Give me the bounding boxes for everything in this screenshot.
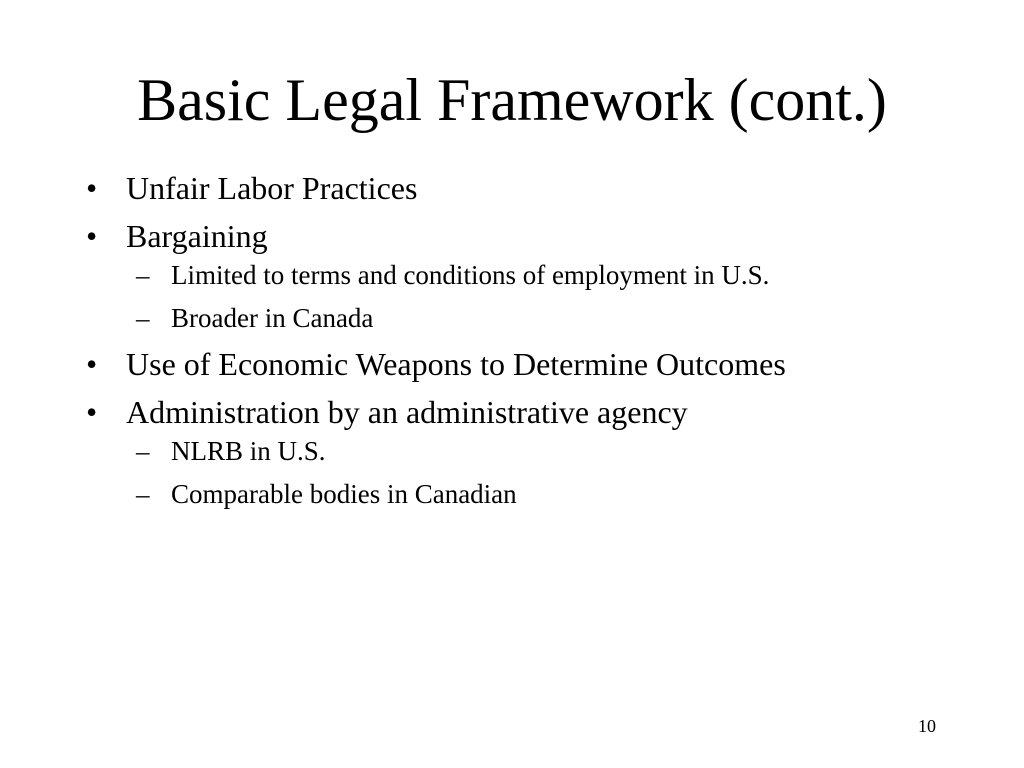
dash-marker: –	[136, 260, 150, 290]
slide-title: Basic Legal Framework (cont.)	[137, 67, 887, 133]
bullet-item	[86, 344, 966, 384]
sub-bullet-text: NLRB in U.S.	[171, 436, 326, 466]
sub-bullet-list	[126, 434, 966, 512]
sub-bullet-item	[126, 477, 966, 512]
bullet-text: Bargaining	[126, 218, 268, 254]
sub-bullet-text: Broader in Canada	[171, 303, 374, 333]
sub-bullet-item	[126, 434, 966, 469]
dash-marker: –	[136, 303, 150, 333]
sub-bullet-item	[126, 301, 966, 336]
bullet-item	[86, 216, 966, 336]
bullet-text: Use of Economic Weapons to Determine Outcomes	[126, 346, 786, 382]
bullet-item	[86, 392, 966, 512]
bullet-marker: •	[86, 170, 98, 206]
page-number: 10	[918, 716, 936, 736]
bullet-list	[86, 168, 966, 520]
bullet-marker: •	[86, 346, 98, 382]
bullet-item	[86, 168, 966, 208]
dash-marker: –	[136, 436, 150, 466]
bullet-marker: •	[86, 394, 98, 430]
sub-bullet-list	[126, 258, 966, 336]
bullet-text: Administration by an administrative agency	[126, 394, 688, 430]
bullet-marker: •	[86, 218, 98, 254]
sub-bullet-text: Limited to terms and conditions of employment in U.S.	[171, 260, 770, 290]
bullet-text: Unfair Labor Practices	[126, 170, 418, 206]
dash-marker: –	[136, 479, 150, 509]
sub-bullet-item	[126, 258, 966, 293]
sub-bullet-text: Comparable bodies in Canadian	[171, 479, 517, 509]
